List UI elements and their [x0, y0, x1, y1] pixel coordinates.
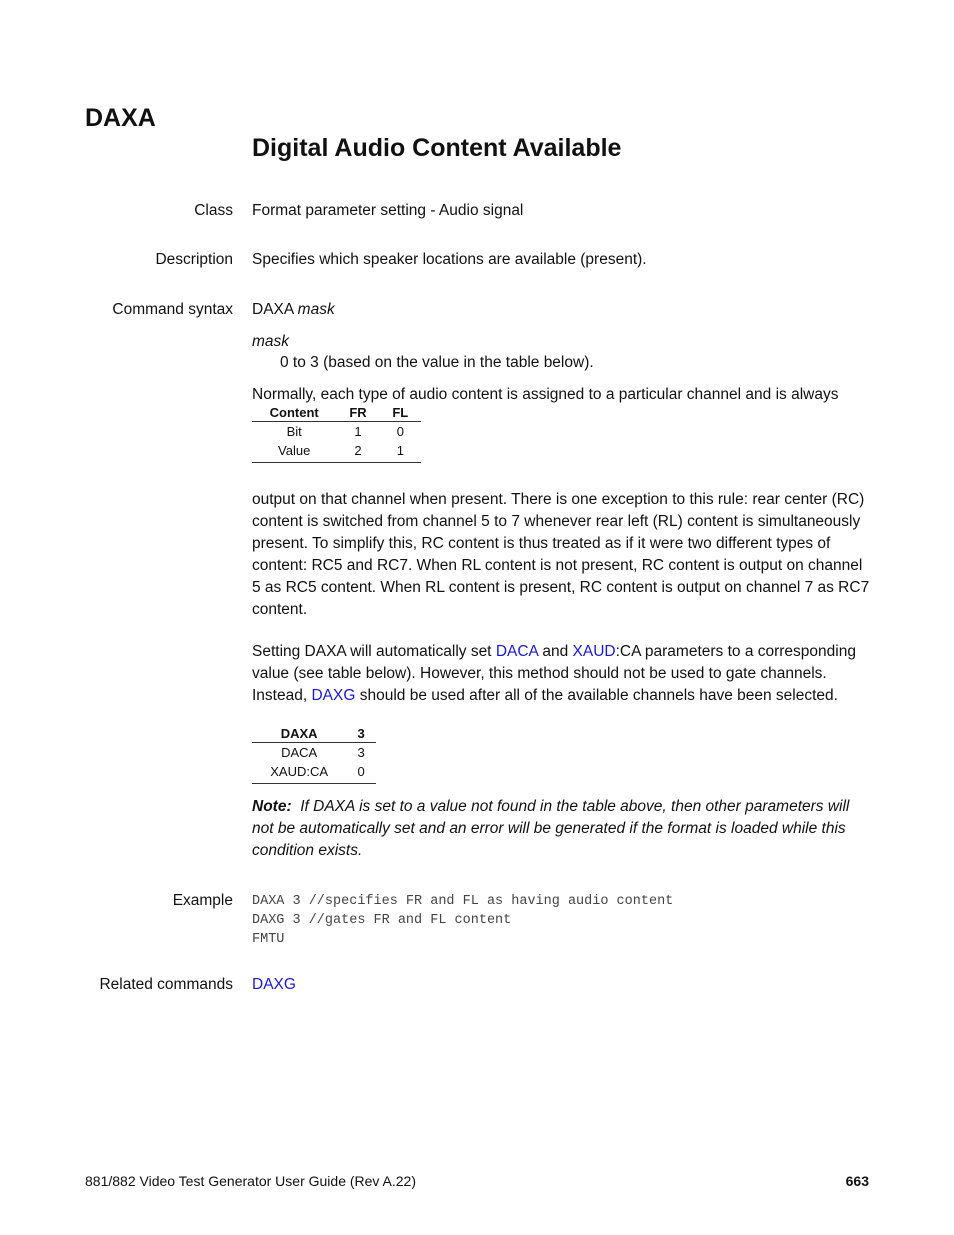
table-header-cell: 3: [346, 725, 376, 743]
table-header-cell: FR: [336, 404, 379, 422]
table-cell: Value: [252, 441, 336, 463]
xaud-link[interactable]: XAUD: [572, 643, 616, 660]
related-daxg-link[interactable]: DAXG: [252, 976, 296, 993]
table-cell: DACA: [281, 745, 318, 760]
paragraph-rc-exception: output on that channel when present. There is one exception to this rule: rear center (RC) content is switched from channel 5 to 7 whenever rear left (RL) content is simultaneously present. To simplify this, RC content is thus treated as if it were two different types of content: RC5 and RC7. When RL content is not present, RC content is output on channel 5 as RC5 content. When RL content is present, RC content is output on channel 7 as RC7 content.: [252, 491, 870, 618]
table-row: [252, 762, 376, 784]
table-header-row: [252, 725, 376, 743]
daxg-link[interactable]: DAXG: [311, 687, 356, 704]
page-title: Digital Audio Content Available: [252, 134, 622, 162]
table-row: [252, 743, 376, 763]
table-cell: 2: [336, 441, 379, 463]
table-cell: 0: [346, 762, 376, 784]
table-cell: XAUD:CA: [252, 762, 346, 784]
footer-document-title: 881/882 Video Test Generator User Guide (Rev A.22): [85, 1173, 417, 1189]
table-row: [252, 441, 421, 463]
paragraph-text: should be used after all of the available channels have been selected.: [355, 687, 838, 704]
daxa-mapping-table: [252, 725, 376, 784]
note: [252, 796, 872, 862]
syntax-label: Command syntax: [112, 301, 233, 318]
paragraph-daxa-setting: [252, 641, 872, 707]
table-cell: 0: [396, 424, 404, 439]
table-cell: 1: [380, 441, 421, 463]
param-description: 0 to 3 (based on the value in the table below).: [280, 354, 594, 371]
table-header-cell: DAXA: [252, 725, 346, 743]
example-label: Example: [172, 892, 233, 909]
paragraph-text: and: [538, 643, 573, 660]
table-row: [252, 422, 421, 442]
table-cell: 3: [357, 745, 365, 760]
syntax-command: DAXA: [252, 301, 294, 318]
paragraph-text: :CA parameters to a corresponding value (see table below). However, this method should not be used to gate channels. Instead,: [252, 643, 856, 704]
table-cell: 1: [354, 424, 362, 439]
param-name: mask: [252, 333, 290, 350]
note-text: If DAXA is set to a value not found in the table above, then other parameters will not be automatically set and an error will be generated if the format is loaded while this condition exists.: [252, 798, 850, 859]
syntax-param: mask: [297, 301, 335, 318]
daca-link[interactable]: DACA: [495, 643, 539, 660]
paragraph-text: Setting DAXA will automatically set: [252, 643, 496, 660]
description-value: Specifies which speaker locations are available (present).: [252, 251, 647, 268]
note-label: Note:: [252, 798, 292, 815]
related-commands-label: Related commands: [99, 976, 233, 993]
content-bit-table: [252, 404, 421, 463]
table-header-row: [252, 404, 421, 422]
description-label: Description: [155, 251, 233, 268]
class-label: Class: [194, 202, 233, 219]
example-line: DAXG 3 //gates FR and FL content: [252, 913, 512, 928]
example-line: FMTU: [252, 932, 285, 947]
syntax-value: [252, 301, 335, 319]
class-value: Format parameter setting - Audio signal: [252, 202, 524, 219]
table-header-cell: FL: [380, 404, 421, 422]
page-number: 663: [845, 1173, 869, 1189]
paragraph-intro: Normally, each type of audio content is assigned to a particular channel and is always: [252, 386, 839, 403]
table-cell: Bit: [286, 424, 302, 439]
command-title: DAXA: [85, 104, 156, 132]
table-header-cell: Content: [252, 404, 336, 422]
example-line: DAXA 3 //specifies FR and FL as having audio content: [252, 894, 674, 909]
